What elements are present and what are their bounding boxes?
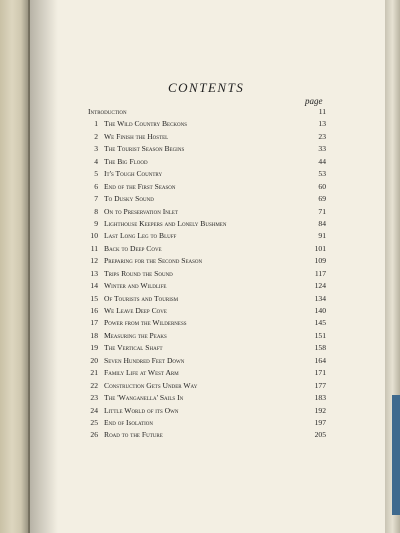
page-number: 117 <box>314 268 326 278</box>
chapter-title: The 'Wanganella' Sails In <box>104 393 184 403</box>
page-number: 33 <box>318 144 326 154</box>
chapter-title: Lighthouse Keepers and Lonely Bushmen <box>104 218 227 228</box>
toc-entry <box>86 342 326 354</box>
toc-entry <box>86 330 326 342</box>
page-number: 60 <box>318 181 326 191</box>
page-number: 23 <box>318 131 326 141</box>
chapter-number: 17 <box>90 318 98 328</box>
page-number: 134 <box>314 293 326 303</box>
chapter-title: We Finish the Hostel <box>104 131 169 141</box>
chapter-title: Introduction <box>88 107 127 116</box>
toc-entry <box>86 168 326 180</box>
toc-entry <box>86 218 326 230</box>
chapter-number: 10 <box>90 231 98 241</box>
toc-entry <box>86 429 326 441</box>
chapter-number: 20 <box>90 355 98 365</box>
chapter-number: 18 <box>90 330 98 340</box>
toc-entry <box>86 143 326 155</box>
toc-entry <box>86 268 326 280</box>
table-of-contents <box>86 106 326 442</box>
chapter-number: 12 <box>90 256 98 266</box>
chapter-number: 2 <box>94 131 98 141</box>
chapter-number: 22 <box>90 380 98 390</box>
toc-entry <box>86 317 326 329</box>
chapter-title: It's Tough Country <box>104 169 163 179</box>
page-number: 84 <box>318 218 326 228</box>
chapter-number: 19 <box>90 343 98 353</box>
chapter-number: 4 <box>94 156 98 166</box>
page-column-label: page <box>305 96 323 106</box>
cover-edge <box>392 395 400 515</box>
chapter-title: The Wild Country Beckons <box>104 119 188 129</box>
page-number: 192 <box>314 405 326 415</box>
chapter-number: 15 <box>90 293 98 303</box>
chapter-title: To Dusky Sound <box>104 194 154 204</box>
chapter-title: We Leave Deep Cove <box>104 306 167 315</box>
page-number: 164 <box>314 355 326 365</box>
chapter-title: Preparing for the Second Season <box>104 256 203 266</box>
page-number: 177 <box>314 380 326 390</box>
chapter-title: Road to the Future <box>104 430 163 440</box>
chapter-title: The Vertical Shaft <box>104 343 163 353</box>
chapter-title: Construction Gets Under Way <box>104 380 198 390</box>
chapter-title: Measuring the Peaks <box>104 330 167 340</box>
facing-page-edge <box>0 0 30 533</box>
page-number: 183 <box>314 393 326 403</box>
page-number: 71 <box>318 206 326 216</box>
page-number: 124 <box>314 281 326 291</box>
toc-entry <box>86 255 326 267</box>
chapter-number: 23 <box>90 393 98 403</box>
chapter-number: 6 <box>94 181 98 191</box>
chapter-title: The Tourist Season Begins <box>104 144 185 154</box>
chapter-number: 24 <box>90 405 98 415</box>
page-number: 151 <box>314 330 326 340</box>
page-number: 158 <box>314 343 326 353</box>
toc-entry <box>86 193 326 205</box>
page-number: 91 <box>318 231 326 241</box>
chapter-number: 3 <box>94 144 98 154</box>
toc-entry <box>86 156 326 168</box>
chapter-title: Family Life at West Arm <box>104 368 179 378</box>
toc-entry <box>86 305 326 317</box>
page-number: 13 <box>318 119 326 129</box>
toc-entry <box>86 206 326 218</box>
page-number: 101 <box>314 243 326 253</box>
page-number: 171 <box>314 368 326 378</box>
chapter-title: Seven Hundred Feet Down <box>104 355 185 365</box>
chapter-title: Winter and Wildlife <box>104 281 167 291</box>
chapter-number: 16 <box>90 306 98 315</box>
chapter-title: Little World of its Own <box>104 405 179 415</box>
page-number: 145 <box>314 318 326 328</box>
chapter-number: 21 <box>90 368 98 378</box>
page-number: 109 <box>314 256 326 266</box>
chapter-number: 13 <box>90 268 98 278</box>
page-number: 140 <box>314 306 326 315</box>
chapter-number: 26 <box>90 430 98 440</box>
toc-entry <box>86 367 326 379</box>
chapter-number: 5 <box>94 169 98 179</box>
chapter-title: On to Preservation Inlet <box>104 206 179 216</box>
toc-entry <box>86 417 326 429</box>
toc-entry <box>86 392 326 404</box>
toc-entry <box>86 131 326 143</box>
chapter-number: 25 <box>90 417 98 427</box>
chapter-number: 7 <box>94 194 98 204</box>
toc-entry <box>86 280 326 292</box>
page-number: 53 <box>318 169 326 179</box>
toc-entry <box>86 230 326 242</box>
chapter-number: 14 <box>90 281 98 291</box>
chapter-title: The Big Flood <box>104 156 148 166</box>
toc-entry <box>86 355 326 367</box>
chapter-title: Of Tourists and Tourism <box>104 293 179 303</box>
toc-entry <box>86 380 326 392</box>
page-number: 69 <box>318 194 326 204</box>
page-number: 11 <box>318 107 326 116</box>
toc-entry <box>86 118 326 130</box>
page-number: 197 <box>314 417 326 427</box>
chapter-number: 1 <box>94 119 98 129</box>
chapter-title: Back to Deep Cove <box>104 243 162 253</box>
chapter-title: Trips Round the Sound <box>104 268 173 278</box>
page-number: 44 <box>318 156 326 166</box>
toc-entry <box>86 106 326 118</box>
chapter-title: End of Isolation <box>104 417 154 427</box>
chapter-title: End of the First Season <box>104 181 176 191</box>
toc-entry <box>86 405 326 417</box>
chapter-title: Last Long Leg to Bluff <box>104 231 177 241</box>
chapter-title: Power from the Wilderness <box>104 318 187 328</box>
page-number: 205 <box>314 430 326 440</box>
toc-entry <box>86 243 326 255</box>
page-title: CONTENTS <box>168 80 245 95</box>
toc-entry <box>86 181 326 193</box>
chapter-number: 8 <box>94 206 98 216</box>
chapter-number: 9 <box>94 218 98 228</box>
toc-entry <box>86 293 326 305</box>
chapter-number: 11 <box>90 243 98 253</box>
